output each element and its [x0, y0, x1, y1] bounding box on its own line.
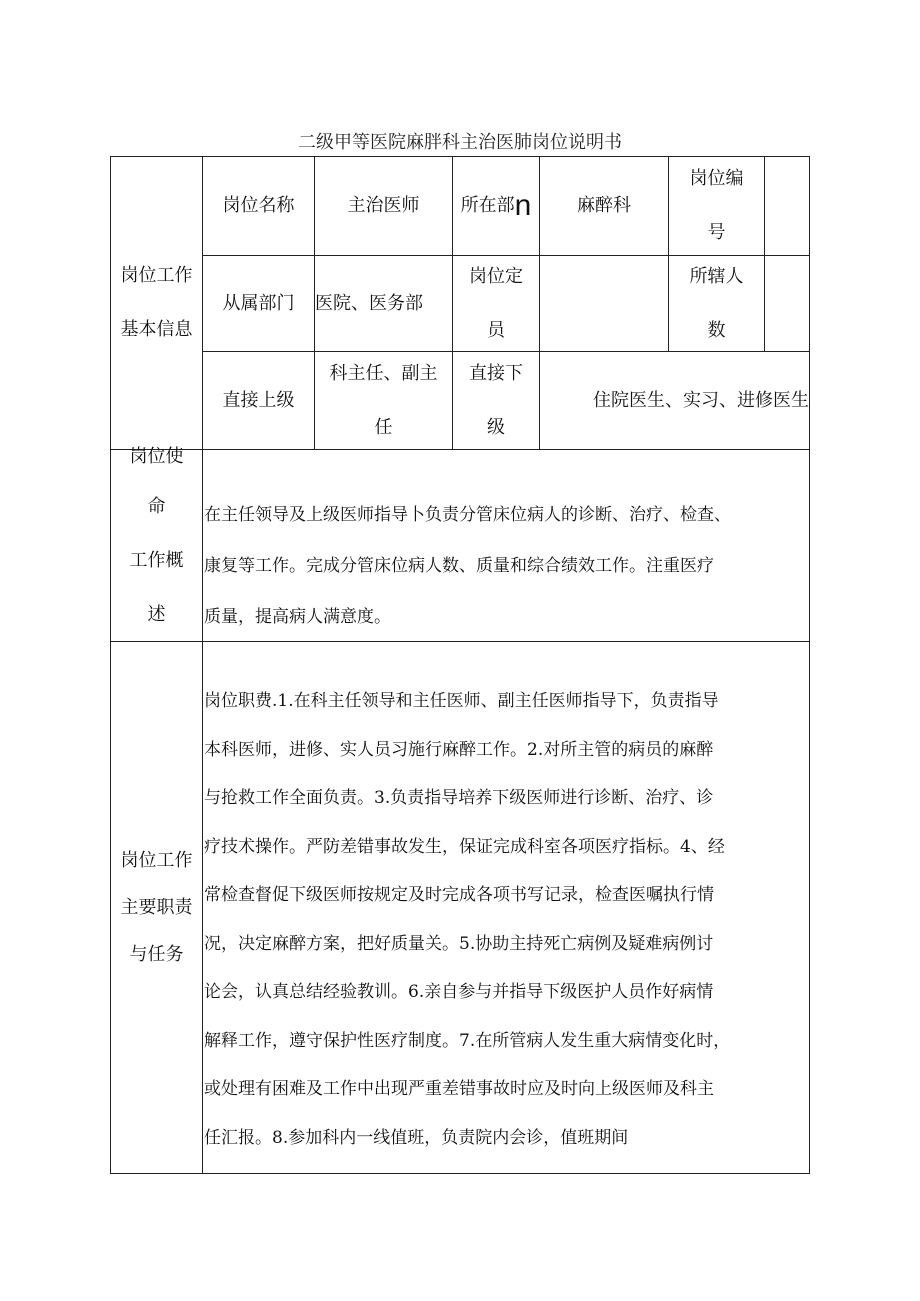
superior-value: 科主任、副主 任 — [329, 362, 438, 438]
quota-value — [540, 256, 668, 351]
dept-label: 所在部 n — [460, 189, 532, 222]
staff-count-value — [765, 256, 809, 351]
dept-value: 麻醉科 — [577, 195, 631, 216]
post-no-label: 岗位编 号 — [689, 168, 744, 243]
post-no-value — [765, 157, 809, 255]
affiliation-label: 从属部门 — [222, 292, 295, 314]
post-name-label: 岗位名称 — [222, 195, 295, 216]
post-name-value: 主治医师 — [347, 195, 420, 216]
mission-text: 在主任领导及上级医师指导卜负责分管床位病人的诊断、治疗、检查、 康复等工作。完成分管床位病人数、质量和综合绩效工作。注重医疗 质量，提高病人满意度。 — [204, 505, 731, 627]
section-label-duties: 岗位工作 主要职责 与任务 — [120, 850, 193, 965]
superior-label: 直接上级 — [222, 389, 295, 411]
document-title: 二级甲等医院麻胖科主治医肺岗位说明书 — [298, 132, 622, 153]
staff-count-label: 所辖人 数 — [689, 265, 744, 341]
subordinate-value: 住院医生、实习、进修医生 — [593, 389, 809, 411]
section-label-mission: 岗位使 命 工作概 述 — [129, 445, 184, 625]
duties-lead: 岗位职费 — [204, 691, 272, 711]
affiliation-value: 医院、医务部 — [315, 292, 423, 314]
quota-label: 岗位定 员 — [469, 265, 523, 341]
duties-text: 岗位职费.1.在科主任领导和主任医师、副主任医师指导下，负责指导 本科医师，进修、实人员习施行麻醉工作。2.对所主管的病员的麻醉 与抢救工作全面负责。3.负责指导培养下级医师进行诊断、治疗、诊 疗技术操作。严防差错事故发生，保证完成科室各项医疗指标。4、经 常检查督促下级医师按规定及时完成各项书写记录，检查医嘱执行情 况，决定麻醉方案，把好质量关。5.协助主持死亡病例及疑难病例讨 论会，认真总结经验教训。6.亲自参与并指导下级医护人员作好病情 解释工作，遵守保护性医疗制度。7.在所管病人发生重大病情变化时， 或处理有困难及工作中出现严重差错事故时应及时向上级医师及科主 任汇报。8.参加科内一线值班，负责院内会诊，值班期间 — [204, 691, 731, 1148]
subordinate-label: 直接下 级 — [469, 362, 523, 438]
section-label-basic-info: 岗位工作 基本信息 — [120, 265, 193, 340]
